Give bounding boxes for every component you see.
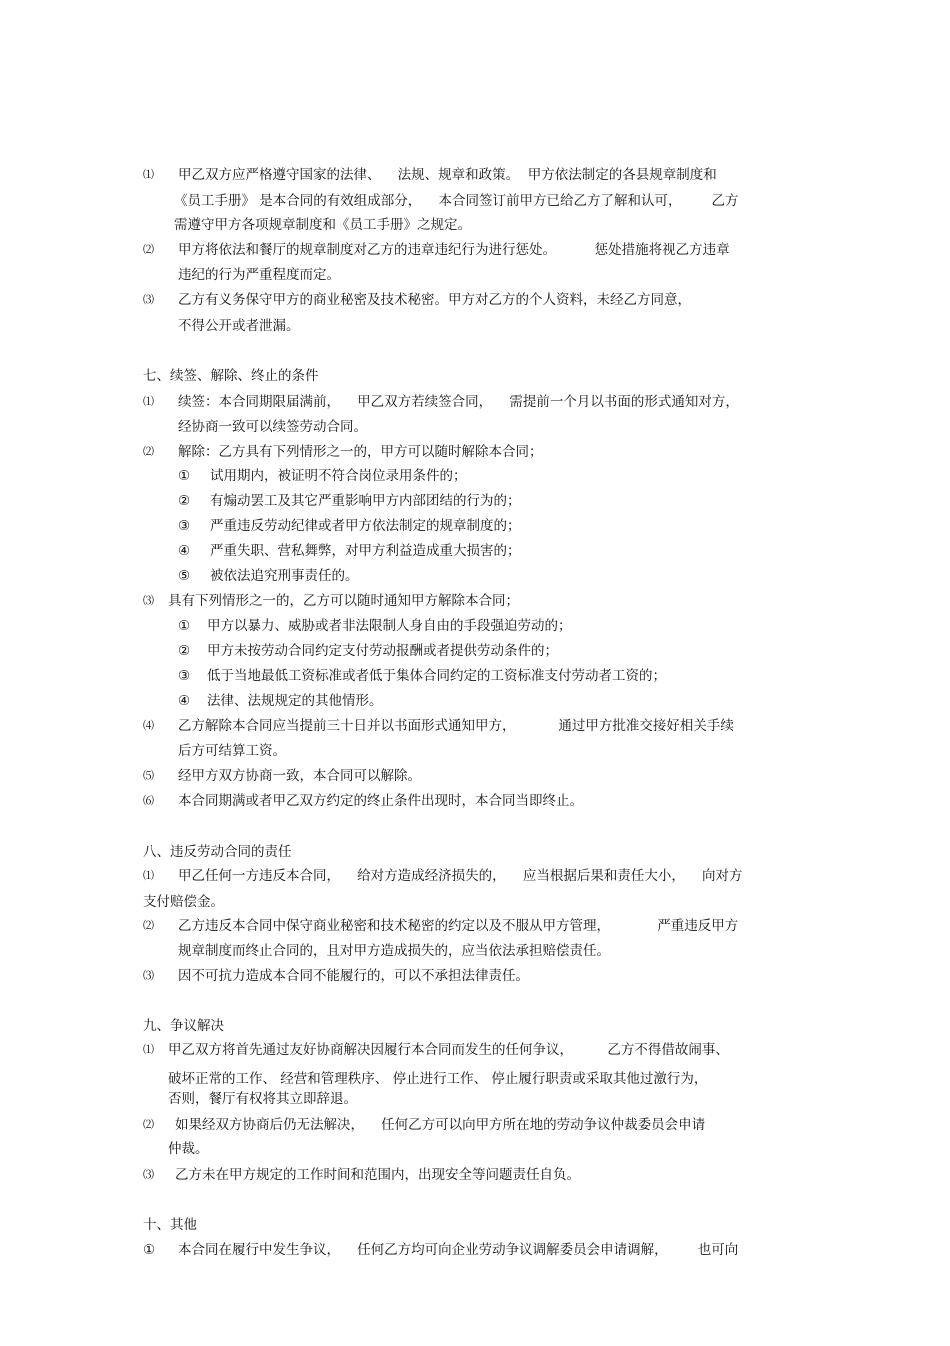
item-number: ⑹ [143,794,154,807]
paragraph-line: 本合同期满或者甲乙双方约定的终止条件出现时，本合同当即终止。 [178,793,583,809]
paragraph-line: 需遵守甲方各项规章制度和《员工手册》之规定。 [174,217,471,233]
sub-item-text: 低于当地最低工资标准或者低于集体合同约定的工资标准支付劳动者工资的； [207,668,666,684]
item-mark: ① [143,1242,156,1258]
sub-item-text: 甲方以暴力、威胁或者非法限制人身自由的手段强迫劳动的； [207,618,572,634]
paragraph-line: 规章制度而终止合同的，且对甲方造成损失的，应当依法承担赔偿责任。 [178,943,610,959]
sub-item-text: 试用期内，被证明不符合岗位录用条件的； [210,468,467,484]
section-heading: 八、违反劳动合同的责任 [143,844,292,860]
sub-item-mark: ③ [178,518,191,534]
sub-item-text: 被依法追究刑事责任的。 [210,568,359,584]
paragraph-line: 甲乙双方应严格遵守国家的法律、 法规、规章和政策。 甲方依法制定的各县规章制度和 [178,167,717,183]
paragraph-line: 后方可结算工资。 [178,743,286,759]
sub-item-text: 甲方未按劳动合同约定支付劳动报酬或者提供劳动条件的； [207,643,558,659]
paragraph-line: 甲乙任何一方违反本合同， 给对方造成经济损失的， 应当根据后果和责任大小， 向对方 [178,868,743,884]
item-number: ⑵ [143,1118,154,1131]
sub-item-mark: ① [178,618,191,634]
paragraph-line: 仲裁。 [168,1141,209,1157]
sub-item-text: 有煽动罢工及其它严重影响甲方内部团结的行为的； [210,493,521,509]
paragraph-line: 破坏正常的工作、 经营和管理秩序、 停止进行工作、 停止履行职责或采取其他过激行为， [168,1071,708,1087]
paragraph-line: 因不可抗力造成本合同不能履行的，可以不承担法律责任。 [178,968,529,984]
paragraph-line: 甲乙双方将首先通过友好协商解决因履行本合同而发生的任何争议， 乙方不得借故闹事、 [168,1042,729,1058]
paragraph-line: 经协商一致可以续签劳动合同。 [178,419,367,435]
section-heading: 九、争议解决 [143,1018,224,1034]
item-number: ⑶ [143,293,154,306]
paragraph-line: 解除：乙方具有下列情形之一的，甲方可以随时解除本合同； [178,444,543,460]
section-heading: 十、其他 [143,1217,197,1233]
sub-item-text: 严重失职、营私舞弊，对甲方利益造成重大损害的； [210,543,521,559]
sub-item-text: 严重违反劳动纪律或者甲方依法制定的规章制度的； [210,518,521,534]
paragraph-line: 违纪的行为严重程度而定。 [178,267,340,283]
item-number: ⑶ [143,1168,154,1181]
item-number: ⑴ [143,869,154,882]
item-number: ⑸ [143,769,154,782]
paragraph-line: 《员工手册》 是本合同的有效组成部分， 本合同签订前甲方已给乙方了解和认可， 乙方 [174,193,739,209]
paragraph-line: 乙方违反本合同中保守商业秘密和技术秘密的约定以及不服从甲方管理， 严重违反甲方 [178,918,739,934]
sub-item-mark: ② [178,493,191,509]
sub-item-mark: ④ [178,543,191,559]
item-number: ⑴ [143,1043,154,1056]
item-number: ⑵ [143,445,154,458]
paragraph-line: 具有下列情形之一的，乙方可以随时通知甲方解除本合同； [168,593,519,609]
paragraph-line: 甲方将依法和餐厅的规章制度对乙方的违章违纪行为进行惩处。 惩处措施将视乙方违章 [178,242,730,258]
paragraph-line: 经甲方双方协商一致，本合同可以解除。 [178,768,421,784]
item-number: ⑶ [143,969,154,982]
paragraph-line: 如果经双方协商后仍无法解决， 任何乙方可以向甲方所在地的劳动争议仲裁委员会申请 [175,1117,706,1133]
sub-item-mark: ② [178,643,191,659]
section-heading: 七、续签、解除、终止的条件 [143,368,319,384]
sub-item-mark: ⑤ [178,568,191,584]
item-number: ⑵ [143,243,154,256]
paragraph-line: 续签：本合同期限届满前， 甲乙双方若续签合同， 需提前一个月以书面的形式通知对方， [178,394,739,410]
paragraph-line: 否则，餐厅有权将其立即辞退。 [168,1091,357,1107]
item-number: ⑵ [143,919,154,932]
item-number: ⑶ [143,594,154,607]
sub-item-mark: ① [178,468,191,484]
item-number: ⑷ [143,719,154,732]
paragraph-line: 乙方解除本合同应当提前三十日并以书面形式通知甲方， 通过甲方批准交接好相关手续 [178,718,734,734]
item-number: ⑴ [143,168,154,181]
sub-item-mark: ④ [178,693,191,709]
sub-item-mark: ③ [178,668,191,684]
item-number: ⑴ [143,395,154,408]
paragraph-line: 本合同在履行中发生争议， 任何乙方均可向企业劳动争议调解委员会申请调解， 也可向 [178,1242,739,1258]
paragraph-line: 不得公开或者泄漏。 [178,318,300,334]
sub-item-text: 法律、法规规定的其他情形。 [207,693,383,709]
paragraph-line: 乙方未在甲方规定的工作时间和范围内，出现安全等问题责任自负。 [175,1167,580,1183]
paragraph-line: 乙方有义务保守甲方的商业秘密及技术秘密。甲方对乙方的个人资料，未经乙方同意， [178,292,691,308]
paragraph-line: 支付赔偿金。 [143,894,224,910]
